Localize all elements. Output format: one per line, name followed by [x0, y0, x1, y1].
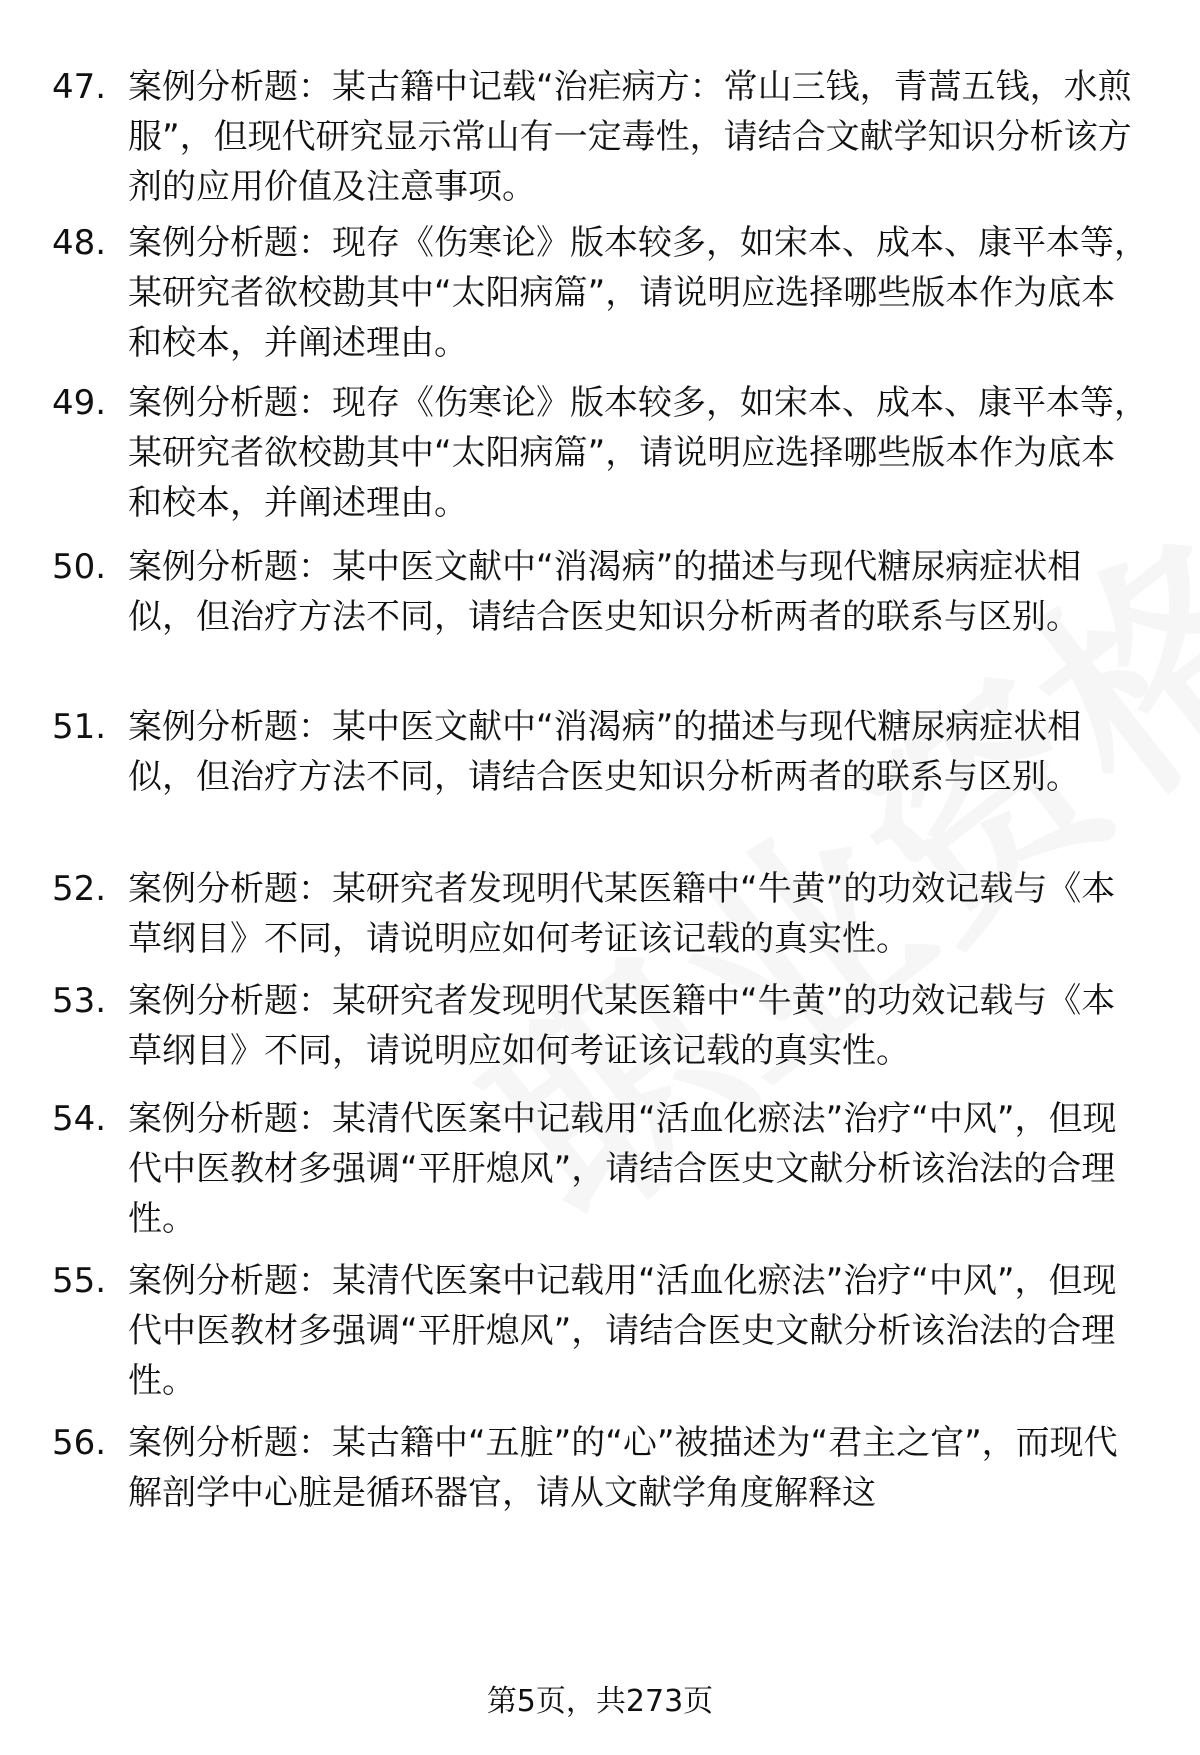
question-text: 案例分析题：某清代医案中记载用“活血化瘀法”治疗“中风”，但现代中医教材多强调“平肝熄风”，请结合医史文献分析该治法的合理性。 [128, 1099, 1117, 1239]
question-text: 案例分析题：某中医文献中“消渴病”的描述与现代糖尿病症状相似，但治疗方法不同，请结合医史知识分析两者的联系与区别。 [128, 707, 1082, 797]
question-number: 54. [52, 1099, 107, 1139]
question-text: 案例分析题：现存《伤寒论》版本较多，如宋本、成本、康平本等，某研究者欲校勘其中“太阳病篇”，请说明应选择哪些版本作为底本和校本，并阐述理由。 [128, 383, 1148, 523]
question-number: 56. [52, 1423, 107, 1463]
question-number: 51. [52, 707, 107, 747]
question-number: 49. [52, 383, 107, 423]
question-number: 52. [52, 869, 107, 909]
question-text: 案例分析题：某研究者发现明代某医籍中“牛黄”的功效记载与《本草纲目》不同，请说明应如何考证该记载的真实性。 [128, 981, 1116, 1071]
question-number: 48. [52, 223, 107, 263]
question-text: 案例分析题：现存《伤寒论》版本较多，如宋本、成本、康平本等，某研究者欲校勘其中“太阳病篇”，请说明应选择哪些版本作为底本和校本，并阐述理由。 [128, 223, 1148, 363]
question-number: 55. [52, 1261, 107, 1301]
question-text: 案例分析题：某清代医案中记载用“活血化瘀法”治疗“中风”，但现代中医教材多强调“平肝熄风”，请结合医史文献分析该治法的合理性。 [128, 1261, 1117, 1401]
question-text: 案例分析题：某研究者发现明代某医籍中“牛黄”的功效记载与《本草纲目》不同，请说明应如何考证该记载的真实性。 [128, 869, 1116, 959]
question-number: 50. [52, 547, 107, 587]
page-footer: 第5页，共273页 [486, 1684, 714, 1719]
question-number: 53. [52, 981, 107, 1021]
question-text: 案例分析题：某古籍中“五脏”的“心”被描述为“君主之官”，而现代解剖学中心脏是循环器官，请从文献学角度解释这 [128, 1423, 1118, 1513]
question-text: 案例分析题：某古籍中记载“治疟病方：常山三钱，青蒿五钱，水煎服”，但现代研究显示常山有一定毒性，请结合文献学知识分析该方剂的应用价值及注意事项。 [128, 67, 1132, 207]
question-text: 案例分析题：某中医文献中“消渴病”的描述与现代糖尿病症状相似，但治疗方法不同，请结合医史知识分析两者的联系与区别。 [128, 547, 1082, 637]
question-number: 47. [52, 67, 107, 107]
